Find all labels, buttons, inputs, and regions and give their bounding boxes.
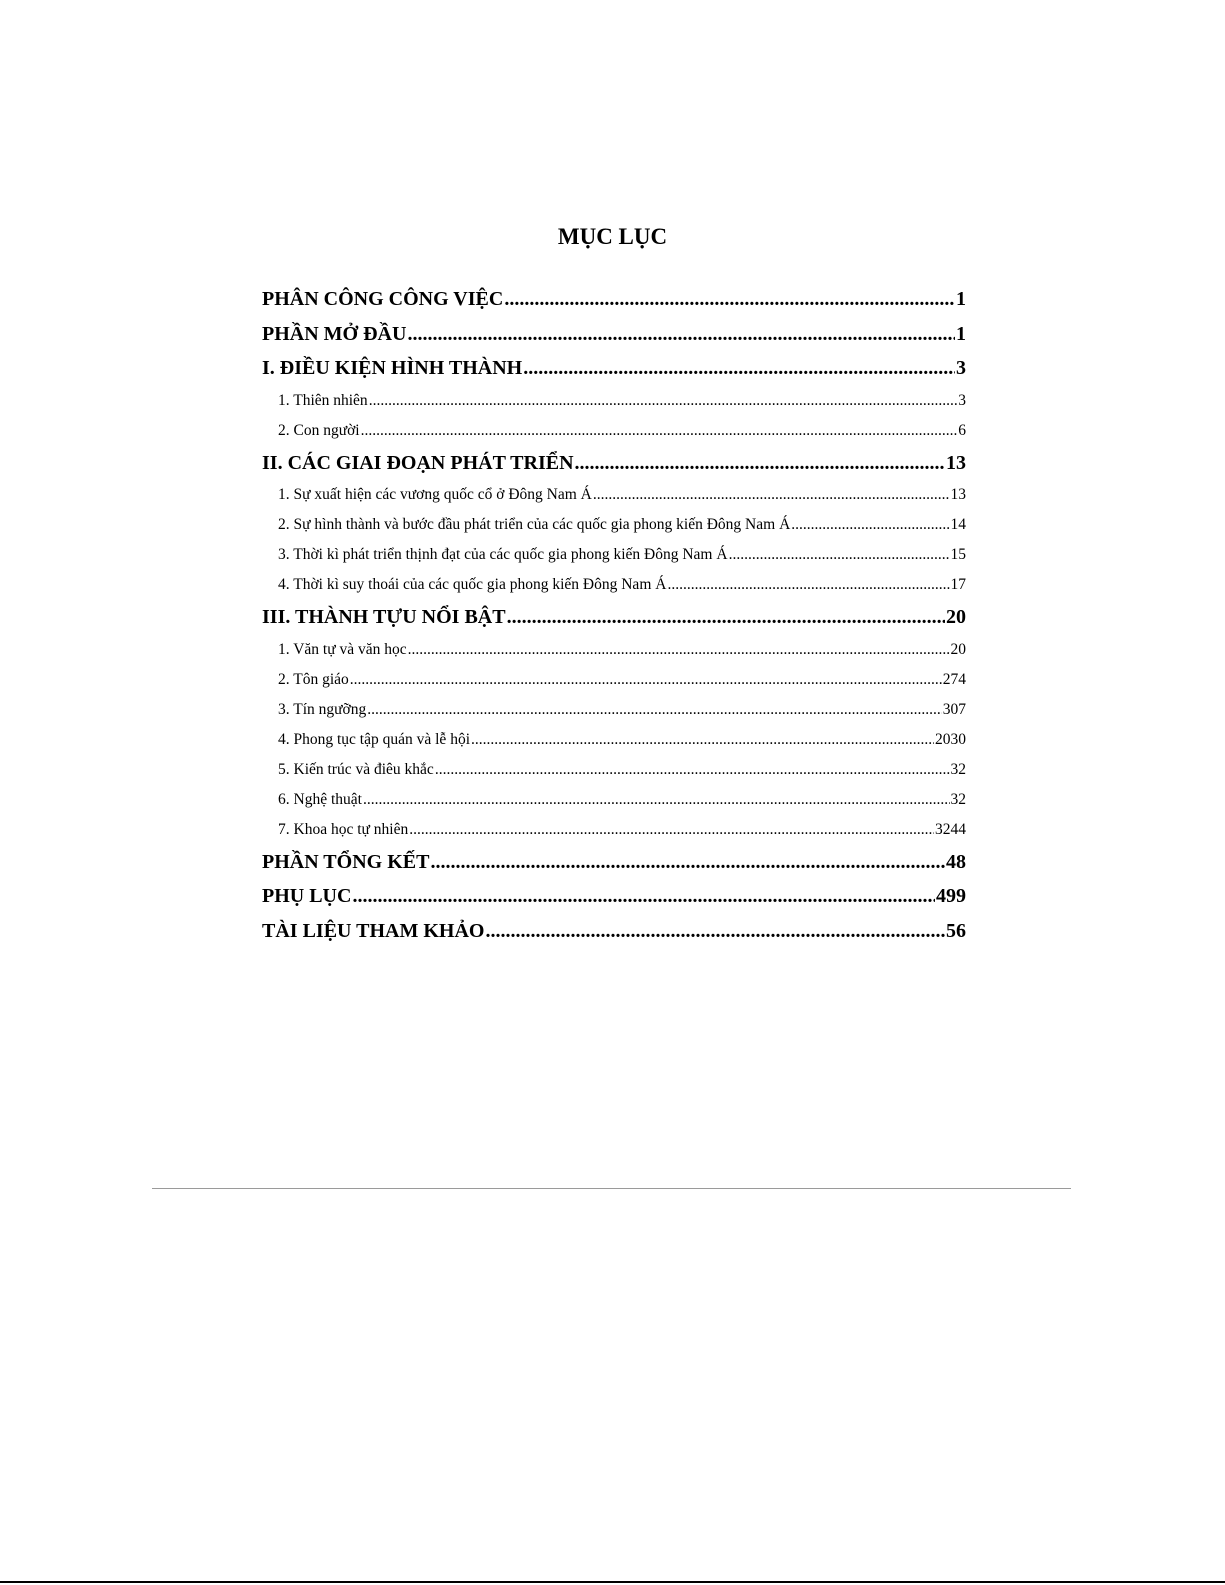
dot-leader <box>523 351 955 386</box>
toc-entry-label: 4. Phong tục tập quán và lễ hội <box>278 730 470 748</box>
toc-subentry[interactable] <box>262 725 966 755</box>
toc-entry[interactable] <box>262 282 966 317</box>
toc-entry-page: 20 <box>946 606 966 628</box>
toc-entry-label: I. ĐIỀU KIỆN HÌNH THÀNH <box>262 357 523 379</box>
toc-entry-page: 1 <box>956 288 966 310</box>
toc-subentry[interactable] <box>262 755 966 785</box>
toc-entry[interactable] <box>262 351 966 386</box>
toc-entry[interactable] <box>262 879 966 914</box>
toc-subentry[interactable] <box>262 635 966 665</box>
dot-leader <box>350 665 942 695</box>
dot-leader <box>593 480 950 510</box>
page-divider <box>152 1188 1071 1189</box>
toc-entry-page: 13 <box>950 486 966 503</box>
toc-entry-page: 3 <box>956 357 966 379</box>
toc-entry-page: 20 <box>950 640 966 658</box>
dot-leader <box>791 510 949 540</box>
toc-entry-page: 15 <box>950 546 966 563</box>
toc-entry[interactable] <box>262 446 966 481</box>
toc-entry-label: III. THÀNH TỰU NỔI BẬT <box>262 606 506 628</box>
toc-entry-label: PHẦN MỞ ĐẦU <box>262 322 407 345</box>
table-of-contents <box>262 282 966 948</box>
toc-entry-page: 499 <box>936 885 966 907</box>
toc-subentry[interactable] <box>262 386 966 416</box>
dot-leader <box>363 785 950 815</box>
dot-leader <box>407 317 955 352</box>
toc-entry-label: 3. Thời kì phát triển thịnh đạt của các quốc gia phong kiến Đông Nam Á <box>278 546 728 563</box>
toc-entry-label: 4. Thời kì suy thoái của các quốc gia phong kiến Đông Nam Á <box>278 576 667 593</box>
dot-leader <box>369 386 958 416</box>
toc-entry[interactable] <box>262 600 966 635</box>
toc-subentry[interactable] <box>262 480 966 510</box>
dot-leader <box>729 540 950 570</box>
toc-entry-page: 56 <box>946 919 966 942</box>
toc-entry-page: 307 <box>942 700 966 718</box>
toc-entry-page: 13 <box>946 451 966 474</box>
toc-entry[interactable] <box>262 914 966 949</box>
dot-leader <box>367 695 942 725</box>
toc-entry-label: 1. Văn tự và văn học <box>278 640 407 658</box>
toc-entry-page: 14 <box>950 516 966 533</box>
toc-subentry[interactable] <box>262 510 966 540</box>
toc-entry-page: 3 <box>958 391 966 409</box>
toc-entry-page: 274 <box>942 670 966 688</box>
toc-entry[interactable] <box>262 845 966 880</box>
dot-leader <box>575 446 945 481</box>
toc-subentry[interactable] <box>262 695 966 725</box>
dot-leader <box>430 845 945 880</box>
toc-entry-label: 3. Tín ngưỡng <box>278 700 367 718</box>
toc-entry-page: 1 <box>956 322 966 345</box>
dot-leader <box>409 815 934 845</box>
toc-entry-page: 17 <box>950 576 966 593</box>
toc-title: MỤC LỤC <box>557 224 668 249</box>
dot-leader <box>504 282 955 317</box>
toc-subentry[interactable] <box>262 665 966 695</box>
toc-entry-label: PHỤ LỤC <box>262 885 352 907</box>
toc-entry-page: 48 <box>946 850 966 873</box>
toc-entry-label: 1. Thiên nhiên <box>278 391 368 409</box>
toc-entry-label: PHÂN CÔNG CÔNG VIỆC <box>262 288 504 310</box>
toc-entry-label: 2. Con người <box>278 421 360 439</box>
dot-leader <box>507 600 945 635</box>
dot-leader <box>352 879 935 914</box>
toc-entry-label: PHẦN TỔNG KẾT <box>262 850 430 873</box>
toc-entry-label: 2. Sự hình thành và bước đầu phát triển của các quốc gia phong kiến Đông Nam Á <box>278 516 791 533</box>
dot-leader <box>485 914 945 949</box>
toc-entry-page: 32 <box>950 760 966 778</box>
toc-entry-page: 6 <box>958 421 966 439</box>
toc-subentry[interactable] <box>262 785 966 815</box>
toc-subentry[interactable] <box>262 815 966 845</box>
toc-subentry[interactable] <box>262 570 966 600</box>
dot-leader <box>471 725 934 755</box>
toc-entry-page: 2030 <box>935 730 966 748</box>
toc-entry[interactable] <box>262 317 966 352</box>
toc-subentry[interactable] <box>262 540 966 570</box>
dot-leader <box>361 416 958 446</box>
dot-leader <box>667 570 949 600</box>
dot-leader <box>435 755 950 785</box>
toc-entry-label: II. CÁC GIAI ĐOẠN PHÁT TRIỂN <box>262 451 574 474</box>
toc-subentry[interactable] <box>262 416 966 446</box>
toc-entry-page: 32 <box>950 790 966 808</box>
toc-entry-label: 2. Tôn giáo <box>278 670 349 688</box>
toc-entry-label: 1. Sự xuất hiện các vương quốc cổ ở Đông Nam Á <box>278 486 592 503</box>
dot-leader <box>408 635 950 665</box>
toc-entry-label: TÀI LIỆU THAM KHẢO <box>262 919 485 942</box>
toc-entry-label: 5. Kiến trúc và điêu khắc <box>278 760 434 778</box>
toc-entry-page: 3244 <box>935 820 966 838</box>
bottom-rule <box>0 1581 1225 1583</box>
toc-entry-label: 7. Khoa học tự nhiên <box>278 820 409 838</box>
toc-entry-label: 6. Nghệ thuật <box>278 790 362 808</box>
